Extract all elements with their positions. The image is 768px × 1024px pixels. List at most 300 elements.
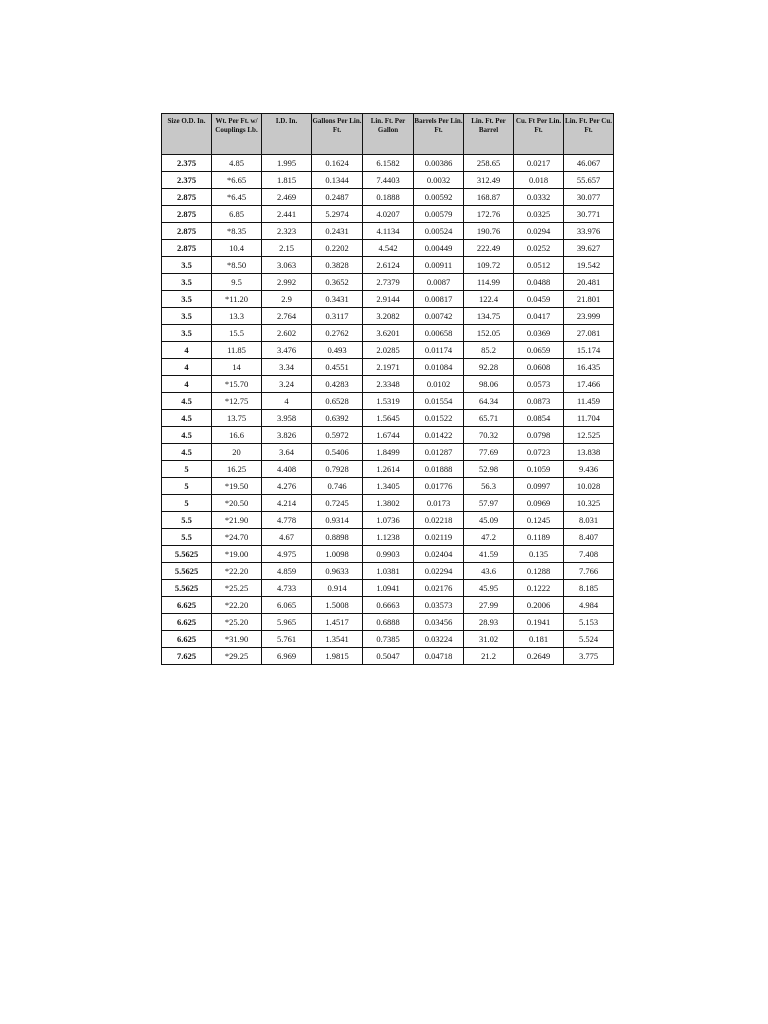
- cell-gallons-per-ft: 0.5972: [312, 427, 363, 444]
- table-row: [162, 308, 614, 325]
- cell-cuft-per-ft: 0.0659: [514, 342, 564, 359]
- cell-gallons-per-ft: 0.3431: [312, 291, 363, 308]
- cell-ft-per-gallon: 1.0736: [363, 512, 414, 529]
- cell-barrels-per-ft: 0.0102: [414, 376, 464, 393]
- cell-ft-per-barrel: 109.72: [464, 257, 514, 274]
- cell-ft-per-cuft: 8.185: [564, 580, 614, 597]
- cell-ft-per-gallon: 2.0285: [363, 342, 414, 359]
- cell-gallons-per-ft: 0.4551: [312, 359, 363, 376]
- cell-ft-per-gallon: 0.9903: [363, 546, 414, 563]
- table-row: [162, 223, 614, 240]
- cell-gallons-per-ft: 0.746: [312, 478, 363, 495]
- cell-ft-per-barrel: 56.3: [464, 478, 514, 495]
- cell-weight: *29.25: [212, 648, 262, 665]
- cell-weight: 13.3: [212, 308, 262, 325]
- cell-inner-diameter: 2.15: [262, 240, 312, 257]
- cell-barrels-per-ft: 0.00817: [414, 291, 464, 308]
- cell-inner-diameter: 3.958: [262, 410, 312, 427]
- cell-inner-diameter: 4.778: [262, 512, 312, 529]
- cell-size-od: 5.5625: [162, 563, 212, 580]
- cell-ft-per-barrel: 190.76: [464, 223, 514, 240]
- cell-inner-diameter: 2.602: [262, 325, 312, 342]
- cell-ft-per-barrel: 45.09: [464, 512, 514, 529]
- header-ft-per-barrel: Lin. Ft. Per Barrel: [464, 114, 514, 155]
- table-row: [162, 444, 614, 461]
- cell-cuft-per-ft: 0.0459: [514, 291, 564, 308]
- cell-inner-diameter: 3.826: [262, 427, 312, 444]
- table-row: [162, 512, 614, 529]
- cell-weight: 4.85: [212, 155, 262, 172]
- cell-ft-per-barrel: 258.65: [464, 155, 514, 172]
- cell-ft-per-barrel: 43.6: [464, 563, 514, 580]
- cell-size-od: 4: [162, 342, 212, 359]
- table-row: [162, 359, 614, 376]
- cell-size-od: 2.875: [162, 240, 212, 257]
- table-row: [162, 257, 614, 274]
- table-row: [162, 274, 614, 291]
- cell-ft-per-barrel: 27.99: [464, 597, 514, 614]
- table-row: [162, 563, 614, 580]
- table-row: [162, 342, 614, 359]
- cell-ft-per-gallon: 2.7379: [363, 274, 414, 291]
- cell-inner-diameter: 3.476: [262, 342, 312, 359]
- cell-ft-per-cuft: 9.436: [564, 461, 614, 478]
- cell-barrels-per-ft: 0.02218: [414, 512, 464, 529]
- cell-ft-per-barrel: 222.49: [464, 240, 514, 257]
- cell-gallons-per-ft: 0.6392: [312, 410, 363, 427]
- cell-cuft-per-ft: 0.0969: [514, 495, 564, 512]
- cell-ft-per-cuft: 5.153: [564, 614, 614, 631]
- cell-barrels-per-ft: 0.03224: [414, 631, 464, 648]
- cell-ft-per-barrel: 21.2: [464, 648, 514, 665]
- cell-ft-per-gallon: 1.3802: [363, 495, 414, 512]
- cell-cuft-per-ft: 0.0252: [514, 240, 564, 257]
- cell-ft-per-cuft: 23.999: [564, 308, 614, 325]
- header-weight-per-ft: Wt. Per Ft. w/ Couplings Lb.: [212, 114, 262, 155]
- cell-ft-per-cuft: 33.976: [564, 223, 614, 240]
- cell-ft-per-gallon: 1.1238: [363, 529, 414, 546]
- cell-ft-per-gallon: 1.0381: [363, 563, 414, 580]
- cell-ft-per-cuft: 3.775: [564, 648, 614, 665]
- cell-gallons-per-ft: 0.7928: [312, 461, 363, 478]
- cell-cuft-per-ft: 0.1222: [514, 580, 564, 597]
- cell-inner-diameter: 4.975: [262, 546, 312, 563]
- cell-barrels-per-ft: 0.00592: [414, 189, 464, 206]
- cell-inner-diameter: 3.063: [262, 257, 312, 274]
- cell-barrels-per-ft: 0.01522: [414, 410, 464, 427]
- cell-inner-diameter: 2.323: [262, 223, 312, 240]
- cell-ft-per-gallon: 4.1134: [363, 223, 414, 240]
- cell-ft-per-gallon: 1.5645: [363, 410, 414, 427]
- cell-barrels-per-ft: 0.01287: [414, 444, 464, 461]
- cell-size-od: 4.5: [162, 444, 212, 461]
- cell-ft-per-cuft: 21.801: [564, 291, 614, 308]
- cell-barrels-per-ft: 0.00911: [414, 257, 464, 274]
- cell-cuft-per-ft: 0.1245: [514, 512, 564, 529]
- cell-barrels-per-ft: 0.01174: [414, 342, 464, 359]
- cell-weight: 14: [212, 359, 262, 376]
- cell-inner-diameter: 1.815: [262, 172, 312, 189]
- table-row: [162, 376, 614, 393]
- cell-cuft-per-ft: 0.018: [514, 172, 564, 189]
- cell-ft-per-barrel: 85.2: [464, 342, 514, 359]
- table-row: [162, 393, 614, 410]
- cell-inner-diameter: 3.64: [262, 444, 312, 461]
- cell-ft-per-gallon: 1.6744: [363, 427, 414, 444]
- cell-gallons-per-ft: 0.2762: [312, 325, 363, 342]
- cell-cuft-per-ft: 0.0369: [514, 325, 564, 342]
- cell-cuft-per-ft: 0.1189: [514, 529, 564, 546]
- cell-ft-per-cuft: 7.408: [564, 546, 614, 563]
- cell-size-od: 3.5: [162, 257, 212, 274]
- cell-barrels-per-ft: 0.01888: [414, 461, 464, 478]
- cell-gallons-per-ft: 0.9314: [312, 512, 363, 529]
- cell-ft-per-barrel: 92.28: [464, 359, 514, 376]
- cell-weight: *22.20: [212, 563, 262, 580]
- table-row: [162, 427, 614, 444]
- cell-ft-per-barrel: 122.4: [464, 291, 514, 308]
- cell-cuft-per-ft: 0.0608: [514, 359, 564, 376]
- cell-weight: *22.20: [212, 597, 262, 614]
- cell-ft-per-cuft: 4.984: [564, 597, 614, 614]
- cell-inner-diameter: 2.9: [262, 291, 312, 308]
- cell-ft-per-cuft: 30.771: [564, 206, 614, 223]
- cell-ft-per-barrel: 47.2: [464, 529, 514, 546]
- header-inner-diameter: I.D. In.: [262, 114, 312, 155]
- cell-size-od: 3.5: [162, 291, 212, 308]
- cell-inner-diameter: 2.469: [262, 189, 312, 206]
- cell-weight: 9.5: [212, 274, 262, 291]
- cell-size-od: 5: [162, 461, 212, 478]
- table-row: [162, 206, 614, 223]
- cell-ft-per-cuft: 7.766: [564, 563, 614, 580]
- cell-barrels-per-ft: 0.03456: [414, 614, 464, 631]
- table-row: [162, 410, 614, 427]
- cell-size-od: 3.5: [162, 325, 212, 342]
- cell-cuft-per-ft: 0.0512: [514, 257, 564, 274]
- cell-ft-per-gallon: 1.3405: [363, 478, 414, 495]
- cell-ft-per-cuft: 16.435: [564, 359, 614, 376]
- cell-gallons-per-ft: 1.9815: [312, 648, 363, 665]
- cell-ft-per-gallon: 0.5047: [363, 648, 414, 665]
- cell-inner-diameter: 2.764: [262, 308, 312, 325]
- header-ft-per-gallon: Lin. Ft. Per Gallon: [363, 114, 414, 155]
- cell-cuft-per-ft: 0.1059: [514, 461, 564, 478]
- cell-cuft-per-ft: 0.0573: [514, 376, 564, 393]
- cell-cuft-per-ft: 0.0873: [514, 393, 564, 410]
- cell-ft-per-gallon: 4.542: [363, 240, 414, 257]
- cell-gallons-per-ft: 1.0098: [312, 546, 363, 563]
- cell-inner-diameter: 4: [262, 393, 312, 410]
- cell-inner-diameter: 1.995: [262, 155, 312, 172]
- cell-weight: *6.45: [212, 189, 262, 206]
- cell-barrels-per-ft: 0.0173: [414, 495, 464, 512]
- cell-size-od: 6.625: [162, 614, 212, 631]
- header-size-od: Size O.D. In.: [162, 114, 212, 155]
- cell-size-od: 5: [162, 478, 212, 495]
- cell-ft-per-barrel: 152.05: [464, 325, 514, 342]
- cell-weight: *20.50: [212, 495, 262, 512]
- cell-inner-diameter: 4.67: [262, 529, 312, 546]
- cell-inner-diameter: 2.992: [262, 274, 312, 291]
- cell-gallons-per-ft: 0.5406: [312, 444, 363, 461]
- cell-ft-per-gallon: 1.5319: [363, 393, 414, 410]
- cell-size-od: 5: [162, 495, 212, 512]
- cell-size-od: 5.5: [162, 529, 212, 546]
- cell-ft-per-gallon: 2.1971: [363, 359, 414, 376]
- cell-weight: *19.00: [212, 546, 262, 563]
- cell-size-od: 5.5625: [162, 580, 212, 597]
- cell-cuft-per-ft: 0.0997: [514, 478, 564, 495]
- table-body: [162, 155, 614, 665]
- cell-weight: 11.85: [212, 342, 262, 359]
- cell-ft-per-gallon: 3.2082: [363, 308, 414, 325]
- cell-ft-per-cuft: 8.407: [564, 529, 614, 546]
- cell-gallons-per-ft: 0.3117: [312, 308, 363, 325]
- table-row: [162, 580, 614, 597]
- cell-barrels-per-ft: 0.00449: [414, 240, 464, 257]
- cell-inner-diameter: 3.34: [262, 359, 312, 376]
- cell-cuft-per-ft: 0.0332: [514, 189, 564, 206]
- cell-size-od: 2.875: [162, 223, 212, 240]
- cell-ft-per-barrel: 172.76: [464, 206, 514, 223]
- cell-weight: *24.70: [212, 529, 262, 546]
- cell-ft-per-cuft: 10.325: [564, 495, 614, 512]
- cell-barrels-per-ft: 0.02294: [414, 563, 464, 580]
- header-cuft-per-ft: Cu. Ft Per Lin. Ft.: [514, 114, 564, 155]
- cell-ft-per-barrel: 64.34: [464, 393, 514, 410]
- cell-weight: *25.25: [212, 580, 262, 597]
- cell-gallons-per-ft: 0.493: [312, 342, 363, 359]
- cell-cuft-per-ft: 0.0488: [514, 274, 564, 291]
- tubing-data-sheet: [161, 113, 613, 665]
- cell-size-od: 4.5: [162, 393, 212, 410]
- cell-barrels-per-ft: 0.0087: [414, 274, 464, 291]
- table-row: [162, 189, 614, 206]
- cell-barrels-per-ft: 0.0032: [414, 172, 464, 189]
- table-row: [162, 240, 614, 257]
- cell-ft-per-barrel: 57.97: [464, 495, 514, 512]
- cell-weight: 15.5: [212, 325, 262, 342]
- cell-ft-per-gallon: 4.0207: [363, 206, 414, 223]
- cell-gallons-per-ft: 0.1344: [312, 172, 363, 189]
- cell-ft-per-gallon: 1.0941: [363, 580, 414, 597]
- cell-inner-diameter: 3.24: [262, 376, 312, 393]
- cell-cuft-per-ft: 0.0798: [514, 427, 564, 444]
- cell-gallons-per-ft: 0.3652: [312, 274, 363, 291]
- cell-size-od: 2.875: [162, 206, 212, 223]
- cell-gallons-per-ft: 0.914: [312, 580, 363, 597]
- cell-weight: *6.65: [212, 172, 262, 189]
- cell-ft-per-cuft: 10.028: [564, 478, 614, 495]
- table-row: [162, 648, 614, 665]
- cell-inner-diameter: 4.214: [262, 495, 312, 512]
- cell-ft-per-gallon: 6.1582: [363, 155, 414, 172]
- table-row: [162, 478, 614, 495]
- cell-ft-per-cuft: 17.466: [564, 376, 614, 393]
- cell-ft-per-gallon: 2.3348: [363, 376, 414, 393]
- cell-weight: *8.50: [212, 257, 262, 274]
- cell-barrels-per-ft: 0.01776: [414, 478, 464, 495]
- cell-cuft-per-ft: 0.0294: [514, 223, 564, 240]
- cell-barrels-per-ft: 0.00658: [414, 325, 464, 342]
- cell-weight: 16.6: [212, 427, 262, 444]
- cell-size-od: 4.5: [162, 410, 212, 427]
- cell-inner-diameter: 2.441: [262, 206, 312, 223]
- cell-inner-diameter: 5.965: [262, 614, 312, 631]
- cell-cuft-per-ft: 0.1288: [514, 563, 564, 580]
- cell-weight: 6.85: [212, 206, 262, 223]
- cell-ft-per-gallon: 0.1888: [363, 189, 414, 206]
- cell-ft-per-cuft: 13.838: [564, 444, 614, 461]
- cell-barrels-per-ft: 0.00524: [414, 223, 464, 240]
- cell-ft-per-cuft: 12.525: [564, 427, 614, 444]
- cell-weight: *12.75: [212, 393, 262, 410]
- cell-barrels-per-ft: 0.02119: [414, 529, 464, 546]
- cell-inner-diameter: 4.408: [262, 461, 312, 478]
- table-row: [162, 495, 614, 512]
- cell-ft-per-cuft: 8.031: [564, 512, 614, 529]
- cell-barrels-per-ft: 0.02404: [414, 546, 464, 563]
- cell-size-od: 4: [162, 376, 212, 393]
- cell-ft-per-gallon: 0.7385: [363, 631, 414, 648]
- cell-cuft-per-ft: 0.181: [514, 631, 564, 648]
- cell-ft-per-gallon: 1.2614: [363, 461, 414, 478]
- cell-cuft-per-ft: 0.135: [514, 546, 564, 563]
- cell-gallons-per-ft: 0.6528: [312, 393, 363, 410]
- cell-ft-per-cuft: 27.081: [564, 325, 614, 342]
- cell-barrels-per-ft: 0.02176: [414, 580, 464, 597]
- cell-size-od: 5.5625: [162, 546, 212, 563]
- cell-inner-diameter: 5.761: [262, 631, 312, 648]
- cell-ft-per-cuft: 11.459: [564, 393, 614, 410]
- cell-ft-per-gallon: 0.6663: [363, 597, 414, 614]
- cell-size-od: 4: [162, 359, 212, 376]
- tubing-capacity-table: [161, 113, 614, 665]
- cell-size-od: 5.5: [162, 512, 212, 529]
- cell-weight: 13.75: [212, 410, 262, 427]
- cell-size-od: 2.875: [162, 189, 212, 206]
- cell-weight: *11.20: [212, 291, 262, 308]
- cell-cuft-per-ft: 0.0854: [514, 410, 564, 427]
- table-row: [162, 155, 614, 172]
- cell-gallons-per-ft: 0.9633: [312, 563, 363, 580]
- cell-ft-per-gallon: 7.4403: [363, 172, 414, 189]
- table-row: [162, 291, 614, 308]
- cell-ft-per-barrel: 65.71: [464, 410, 514, 427]
- cell-inner-diameter: 6.969: [262, 648, 312, 665]
- cell-ft-per-cuft: 15.174: [564, 342, 614, 359]
- cell-size-od: 3.5: [162, 274, 212, 291]
- cell-ft-per-gallon: 2.6124: [363, 257, 414, 274]
- table-row: [162, 597, 614, 614]
- cell-weight: *15.70: [212, 376, 262, 393]
- cell-ft-per-barrel: 114.99: [464, 274, 514, 291]
- cell-barrels-per-ft: 0.00742: [414, 308, 464, 325]
- table-row: [162, 631, 614, 648]
- cell-ft-per-barrel: 134.75: [464, 308, 514, 325]
- cell-gallons-per-ft: 1.4517: [312, 614, 363, 631]
- cell-ft-per-barrel: 31.02: [464, 631, 514, 648]
- cell-ft-per-cuft: 5.524: [564, 631, 614, 648]
- cell-weight: *21.90: [212, 512, 262, 529]
- cell-gallons-per-ft: 5.2974: [312, 206, 363, 223]
- cell-ft-per-cuft: 20.481: [564, 274, 614, 291]
- header-gallons-per-ft: Gallons Per Lin. Ft.: [312, 114, 363, 155]
- table-row: [162, 529, 614, 546]
- cell-cuft-per-ft: 0.0417: [514, 308, 564, 325]
- table-row: [162, 325, 614, 342]
- cell-ft-per-cuft: 19.542: [564, 257, 614, 274]
- cell-size-od: 3.5: [162, 308, 212, 325]
- table-row: [162, 461, 614, 478]
- cell-cuft-per-ft: 0.0217: [514, 155, 564, 172]
- cell-size-od: 2.375: [162, 155, 212, 172]
- cell-gallons-per-ft: 0.8898: [312, 529, 363, 546]
- cell-inner-diameter: 6.065: [262, 597, 312, 614]
- cell-inner-diameter: 4.733: [262, 580, 312, 597]
- cell-cuft-per-ft: 0.2649: [514, 648, 564, 665]
- cell-gallons-per-ft: 0.1624: [312, 155, 363, 172]
- cell-ft-per-cuft: 30.077: [564, 189, 614, 206]
- table-row: [162, 546, 614, 563]
- cell-ft-per-barrel: 168.87: [464, 189, 514, 206]
- cell-ft-per-barrel: 28.93: [464, 614, 514, 631]
- cell-gallons-per-ft: 1.3541: [312, 631, 363, 648]
- cell-inner-diameter: 4.276: [262, 478, 312, 495]
- table-row: [162, 172, 614, 189]
- cell-ft-per-gallon: 0.6888: [363, 614, 414, 631]
- cell-ft-per-barrel: 41.59: [464, 546, 514, 563]
- cell-weight: *19.50: [212, 478, 262, 495]
- cell-ft-per-barrel: 98.06: [464, 376, 514, 393]
- cell-cuft-per-ft: 0.2006: [514, 597, 564, 614]
- cell-barrels-per-ft: 0.01422: [414, 427, 464, 444]
- cell-ft-per-cuft: 55.657: [564, 172, 614, 189]
- cell-size-od: 2.375: [162, 172, 212, 189]
- cell-size-od: 7.625: [162, 648, 212, 665]
- cell-weight: *31.90: [212, 631, 262, 648]
- cell-weight: *25.20: [212, 614, 262, 631]
- cell-barrels-per-ft: 0.00386: [414, 155, 464, 172]
- cell-size-od: 6.625: [162, 597, 212, 614]
- cell-ft-per-cuft: 39.627: [564, 240, 614, 257]
- cell-ft-per-cuft: 11.704: [564, 410, 614, 427]
- cell-gallons-per-ft: 0.2202: [312, 240, 363, 257]
- cell-ft-per-gallon: 2.9144: [363, 291, 414, 308]
- cell-barrels-per-ft: 0.00579: [414, 206, 464, 223]
- cell-ft-per-gallon: 3.6201: [363, 325, 414, 342]
- cell-gallons-per-ft: 1.5008: [312, 597, 363, 614]
- cell-ft-per-barrel: 70.32: [464, 427, 514, 444]
- cell-gallons-per-ft: 0.7245: [312, 495, 363, 512]
- cell-barrels-per-ft: 0.04718: [414, 648, 464, 665]
- cell-barrels-per-ft: 0.01084: [414, 359, 464, 376]
- header-barrels-per-ft: Barrels Per Lin. Ft.: [414, 114, 464, 155]
- cell-size-od: 6.625: [162, 631, 212, 648]
- cell-ft-per-barrel: 312.49: [464, 172, 514, 189]
- cell-weight: 20: [212, 444, 262, 461]
- cell-gallons-per-ft: 0.2431: [312, 223, 363, 240]
- cell-ft-per-gallon: 1.8499: [363, 444, 414, 461]
- cell-ft-per-barrel: 77.69: [464, 444, 514, 461]
- cell-weight: 10.4: [212, 240, 262, 257]
- cell-gallons-per-ft: 0.2487: [312, 189, 363, 206]
- cell-inner-diameter: 4.859: [262, 563, 312, 580]
- header-ft-per-cuft: Lin. Ft. Per Cu. Ft.: [564, 114, 614, 155]
- cell-cuft-per-ft: 0.1941: [514, 614, 564, 631]
- cell-gallons-per-ft: 0.4283: [312, 376, 363, 393]
